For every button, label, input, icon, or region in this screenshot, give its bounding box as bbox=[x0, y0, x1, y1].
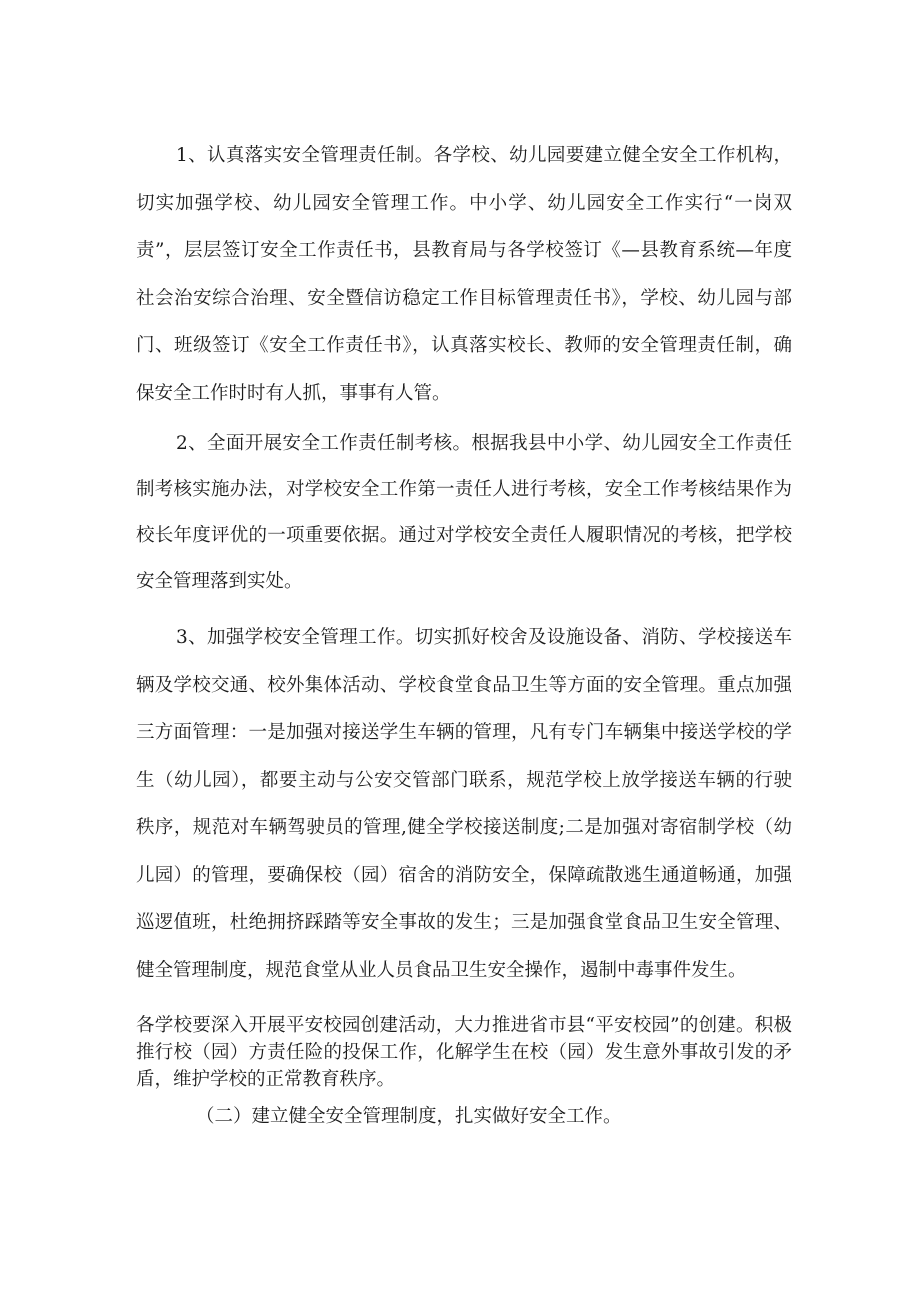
paragraph-safe-campus: 各学校要深入开展平安校园创建活动，大力推进省市县“平安校园”的创建。积极推行校（园）方责任险的投保工作，化解学生在校（园）发生意外事故引发的矛盾，维护学校的正常教育秩序。 bbox=[136, 1015, 792, 1090]
section-heading-safety-system: （二）建立健全安全管理制度，扎实做好安全工作。 bbox=[196, 1106, 622, 1127]
paragraph-safety-responsibility: 1、认真落实安全管理责任制。各学校、幼儿园要建立健全安全工作机构，切实加强学校、幼儿园安全管理工作。中小学、幼儿园安全工作实行“一岗双责”，层层签订安全工作责任书，县教育局与各学校签订《—县教育系统—年度社会治安综合治理、安全暨信访稳定工作目标管理责任书》，学校、幼儿园与部门、班级签订《安全工作责任书》，认真落实校长、教师的安全管理责任制，确保安全工作时时有人抓，事事有人管。 bbox=[136, 145, 792, 404]
paragraph-responsibility-assessment: 2、全面开展安全工作责任制考核。根据我县中小学、幼儿园安全工作责任制考核实施办法，对学校安全工作第一责任人进行考核，安全工作考核结果作为校长年度评优的一项重要依据。通过对学校安全责任人履职情况的考核，把学校安全管理落到实处。 bbox=[136, 433, 792, 592]
paragraph-safety-management: 3、加强学校安全管理工作。切实抓好校舍及设施设备、消防、学校接送车辆及学校交通、校外集体活动、学校食堂食品卫生等方面的安全管理。重点加强三方面管理：一是加强对接送学生车辆的管理，凡有专门车辆集中接送学校的学生（幼儿园），都要主动与公安交管部门联系，规范学校上放学接送车辆的行驶秩序，规范对车辆驾驶员的管理,健全学校接送制度;二是加强对寄宿制学校（幼儿园）的管理，要确保校（园）宿舍的消防安全，保障疏散逃生通道畅通，加强巡逻值班，杜绝拥挤踩踏等安全事故的发生；三是加强食堂食品卫生安全管理、健全管理制度，规范食堂从业人员食品卫生安全操作，遏制中毒事件发生。 bbox=[136, 627, 792, 981]
